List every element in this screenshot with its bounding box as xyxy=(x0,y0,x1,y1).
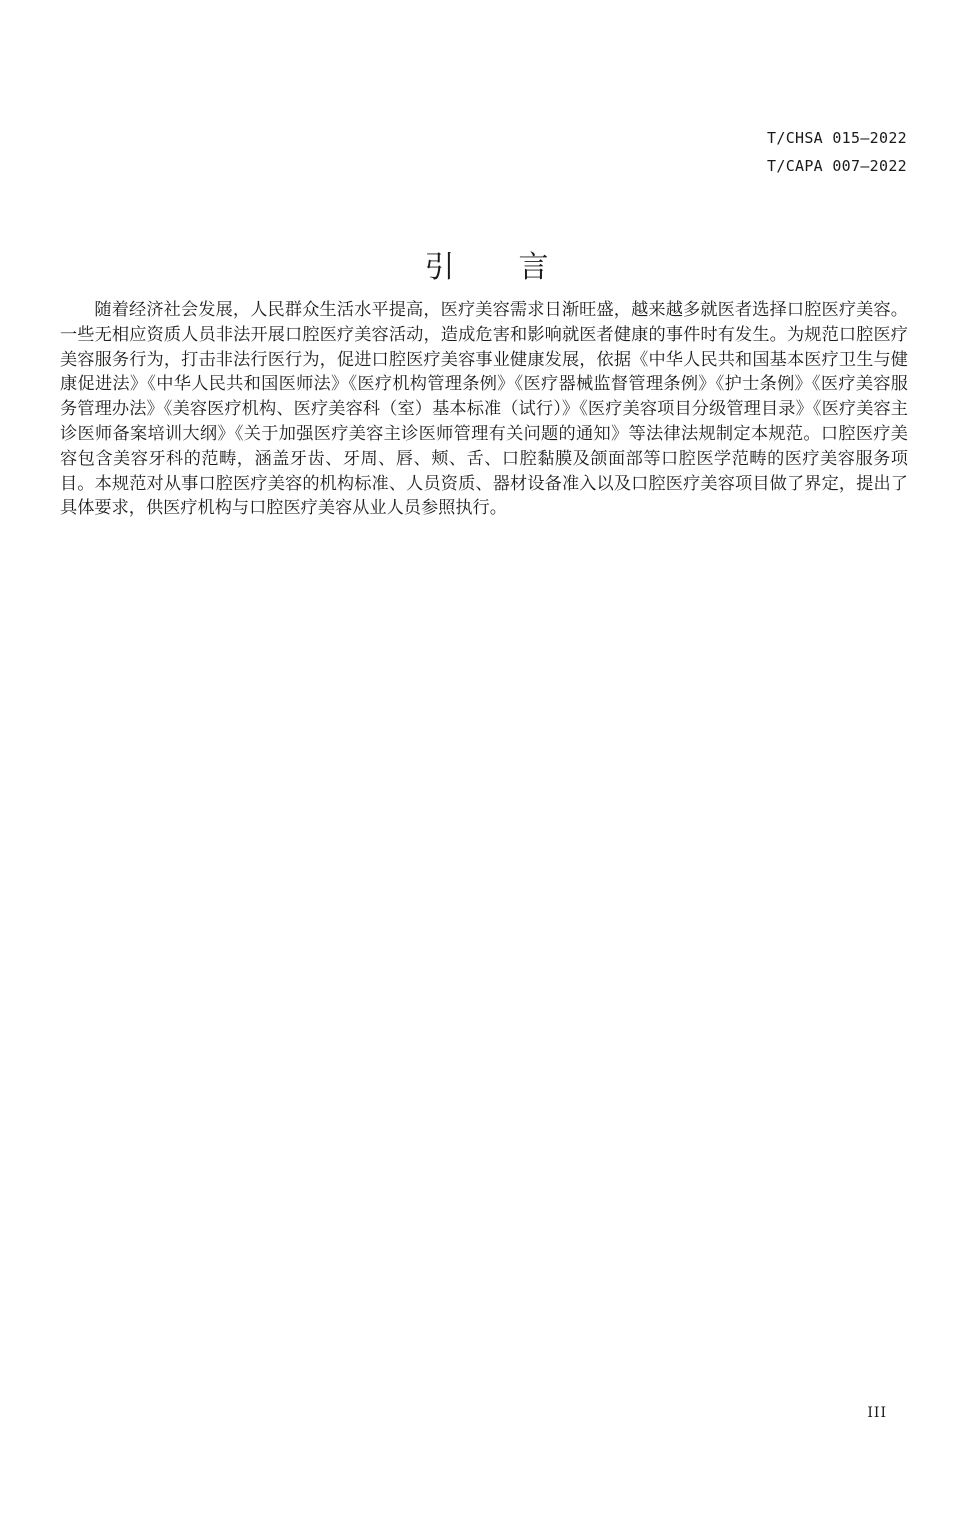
standard-code-capa: T/CAPA 007—2022 xyxy=(767,157,907,175)
introduction-paragraph: 随着经济社会发展，人民群众生活水平提高，医疗美容需求日渐旺盛，越来越多就医者选择口腔医疗美容。一些无相应资质人员非法开展口腔医疗美容活动，造成危害和影响就医者健康的事件时有发生。为规范口腔医疗美容服务行为，打击非法行医行为，促进口腔医疗美容事业健康发展，依据《中华人民共和国基本医疗卫生与健康促进法》《中华人民共和国医师法》《医疗机构管理条例》《医疗器械监督管理条例》《护士条例》《医疗美容服务管理办法》《美容医疗机构、医疗美容科（室）基本标准（试行）》《医疗美容项目分级管理目录》《医疗美容主诊医师备案培训大纲》《关于加强医疗美容主诊医师管理有关问题的通知》等法律法规制定本规范。口腔医疗美容包含美容牙科的范畴，涵盖牙齿、牙周、唇、颊、舌、口腔黏膜及颌面部等口腔医学范畴的医疗美容服务项目。本规范对从事口腔医疗美容的机构标准、人员资质、器材设备准入以及口腔医疗美容项目做了界定，提出了具体要求，供医疗机构与口腔医疗美容从业人员参照执行。 xyxy=(60,300,908,519)
standard-code-block xyxy=(767,124,907,180)
section-title: 引言 xyxy=(424,250,613,286)
page-number: III xyxy=(867,1405,887,1421)
standard-code-chsa: T/CHSA 015—2022 xyxy=(767,129,907,147)
